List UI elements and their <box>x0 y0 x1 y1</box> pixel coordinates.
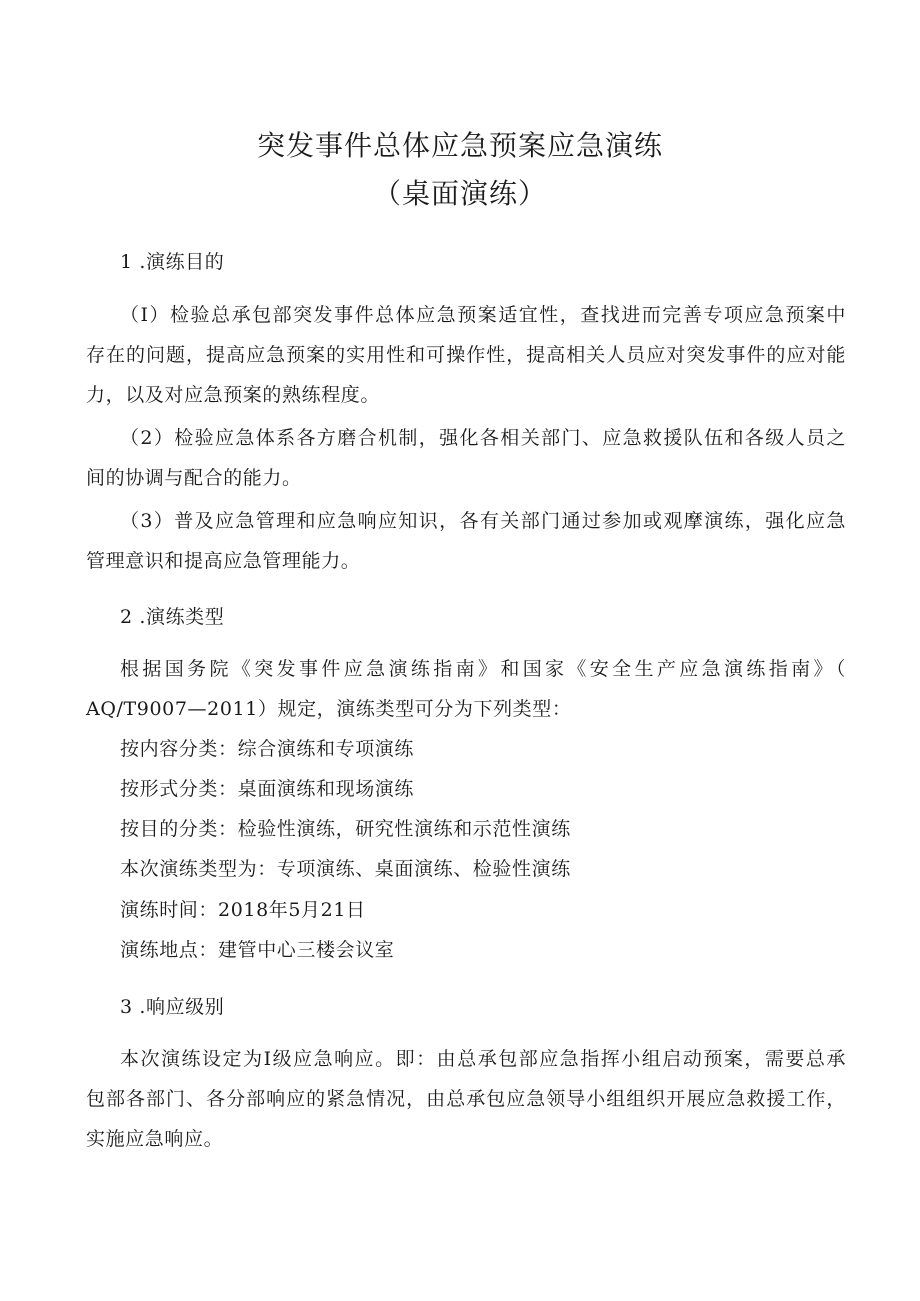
list-item: 演练时间：2018年5月21日 <box>120 899 366 921</box>
list-item: 按目的分类：检验性演练，研究性演练和示范性演练 <box>120 818 571 840</box>
paragraph-line: 存在的问题，提高应急预案的实用性和可操作性，提高相关人员应对突发事件的应对能 <box>86 344 846 366</box>
list-item: 按内容分类：综合演练和专项演练 <box>120 738 415 760</box>
section-heading-response-level: 3 .响应级别 <box>120 996 225 1018</box>
paragraph-line: 力，以及对应急预案的熟练程度。 <box>86 384 381 406</box>
paragraph-line: （3）普及应急管理和应急响应知识，各有关部门通过参加或观摩演练，强化应急 <box>120 510 846 532</box>
paragraph-line: 包部各部门、各分部响应的紧急情况，由总承包应急领导小组组织开展应急救援工作， <box>86 1088 846 1110</box>
paragraph-line: 管理意识和提高应急管理能力。 <box>86 550 361 572</box>
paragraph-line: 本次演练设定为I级应急响应。即：由总承包部应急指挥小组启动预案，需要总承 <box>120 1048 846 1070</box>
list-item: 演练地点：建管中心三楼会议室 <box>120 939 395 961</box>
section-heading-purpose: 1 .演练目的 <box>120 251 225 273</box>
paragraph-line: AQ/T9007—2011）规定，演练类型可分为下列类型： <box>86 698 572 720</box>
paragraph-line: 实施应急响应。 <box>86 1128 224 1150</box>
paragraph-line: （I）检验总承包部突发事件总体应急预案适宜性，查找进而完善专项应急预案中 <box>120 304 846 326</box>
list-item: 按形式分类：桌面演练和现场演练 <box>120 778 415 800</box>
paragraph-line: 根据国务院《突发事件应急演练指南》和国家《安全生产应急演练指南》（ <box>120 658 846 680</box>
paragraph-line: 间的协调与配合的能力。 <box>86 467 302 489</box>
list-item: 本次演练类型为：专项演练、桌面演练、检验性演练 <box>120 858 571 880</box>
section-heading-type: 2 .演练类型 <box>120 606 225 628</box>
paragraph-line: （2）检验应急体系各方磨合机制，强化各相关部门、应急救援队伍和各级人员之 <box>120 427 846 449</box>
document-subtitle: （桌面演练） <box>372 177 547 210</box>
document-title: 突发事件总体应急预案应急演练 <box>256 129 663 162</box>
